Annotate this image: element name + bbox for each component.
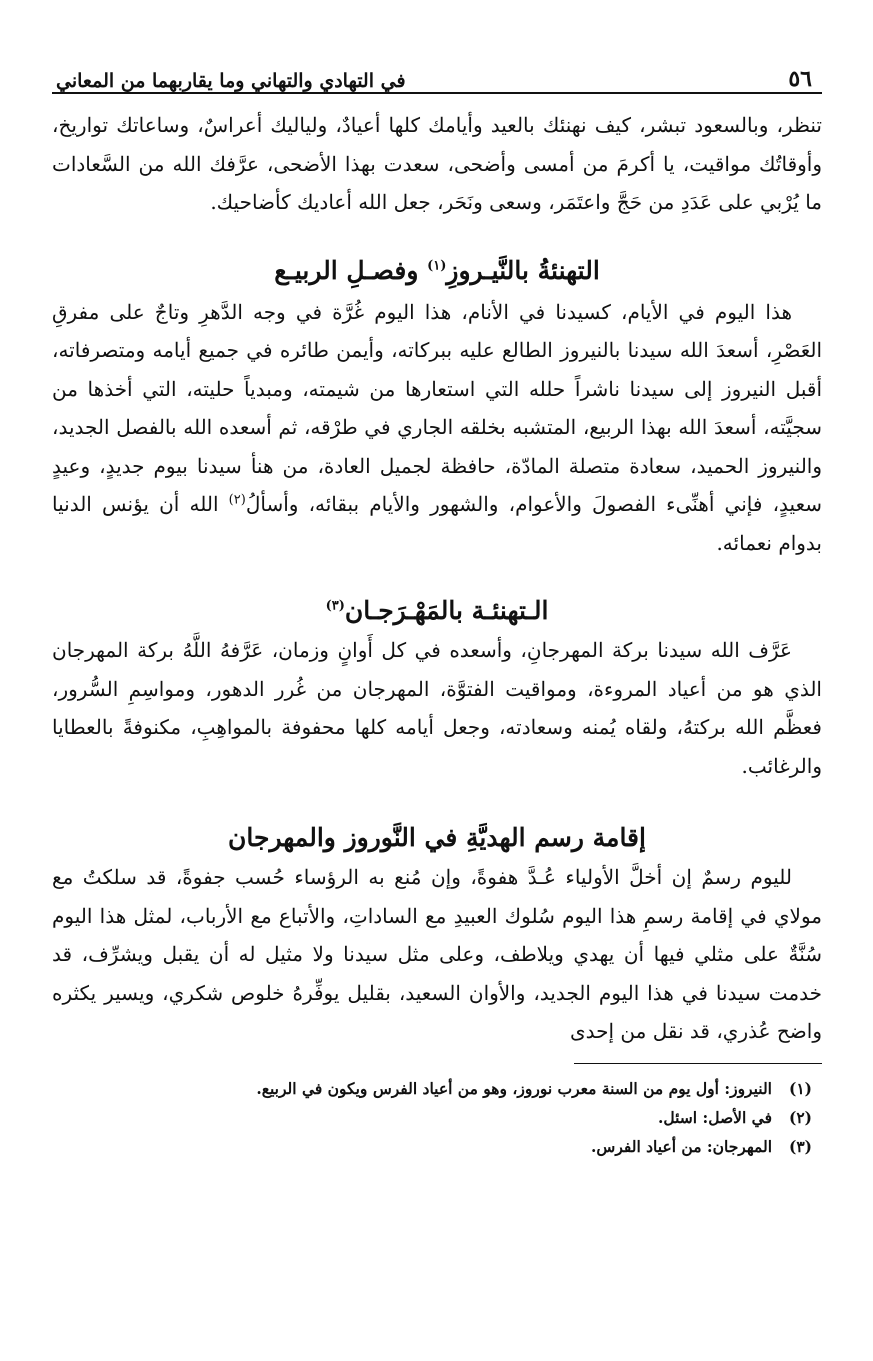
footnote-item — [52, 1132, 812, 1161]
footnote-rule — [574, 1063, 822, 1064]
footnote-item — [52, 1103, 812, 1132]
section-paragraph-nowruz — [52, 293, 822, 563]
footnote-text: المهرجان: من أعياد الفرس. — [591, 1136, 772, 1156]
footnote-separator — [52, 1063, 822, 1064]
section-heading-mihrajan — [52, 596, 822, 625]
paragraph-text: عَرَّف الله سيدنا بركة المهرجانِ، وأسعده في كل أَوانٍ وزمان، عَرَّفهُ اللَّهُ بركة المهرجان الذي هو من أعياد المروءة، ومواقيت الفتوَّة، المهرجان من غُرر الدهور، ومواسِمِ السُّرور، فعظَّم الله بركتهُ، ولقاه يُمنه وسعادته، وجعل أيامه كلها محفوفة بالمواهِبِ، مكنوفةً بالعطايا والرغائب. — [52, 638, 822, 778]
footnote-marker: (١) — [427, 258, 447, 274]
running-head — [52, 58, 822, 94]
intro-paragraph: تنظر، وبالسعود تبشر، كيف نهنئك بالعيد وأيامك كلها أعيادٌ، ولياليك أعراسٌ، وساعاتك تواريخ، وأوقاتُك مواقيت، يا أكرمَ من أمسى وأضحى، سعدت بهذا الأضحى، عرَّفك الله من السَّعادات ما يُرْبي على عَدَدِ من حَجَّ واعتَمَر، وسعى ونَحَر، جعل الله أعاديك كأضاحيك. — [52, 113, 822, 214]
footnote-number: (٢) — [788, 1107, 812, 1127]
heading-text: الـتهنئـة بالمَهْـرَجـان — [344, 596, 549, 625]
running-head-title: في التهادي والتهاني وما يقاربهما من المعاني — [56, 70, 406, 92]
footnote-marker: (٣) — [325, 598, 345, 614]
footnote-item — [52, 1074, 812, 1103]
footnote-text: النيروز: أول يوم من السنة معرب نوروز، وهو من أعياد الفرس ويكون في الربيع. — [256, 1078, 772, 1098]
section-paragraph-mihrajan — [52, 631, 822, 785]
section-heading-gift — [52, 823, 822, 852]
footnote-number: (٣) — [788, 1136, 812, 1156]
paragraph-text: هذا اليوم في الأيام، كسيدنا في الأنام، هذا اليوم غُرَّة في وجه الدَّهرِ وتاجٌ على مفرقِ العَصْرِ، أسعدَ الله سيدنا بالنيروز الطالع عليه ببركاته، وأيمن طائره في جميع أيامه ومتصرفاته، أقبل النيروز إلى سيدنا ناشراً حلله التي استعارها من شيمته، ومبدياً حليته، التي أخذها من سجيَّته، أسعدَ الله بهذا الربيع، المتشبه بخلقه الجاري في طرْقه، ثم أسعده الله بالفصل الجديد، والنيروز الحميد، سعادة متصلة المادّة، حافظة لجميل العادة، من هنأ سيدنا بيوم جديدٍ، وعيدٍ سعيدٍ، فإني أهنِّىء الفصولَ والأعوام، والشهور والأيام ببقائه، وأسألُ — [52, 299, 823, 516]
paragraph-text: لليوم رسمٌ إن أخلَّ الأولياء عُـدَّ هفوةً، وإن مُنع به الرؤساء حُسب جفوةً، قد سلكتُ مع مولاي في إقامة رسمِ هذا اليوم سُلوك العبيدِ مع الساداتِ، والأتباع مع الأرباب، لمثل هذا اليوم سُنَّةٌ على مثلي فيها أن يهدي ويلاطف، وعلى مثل سيدنا ولا مثيل له أن يقبل ويشرِّف، قد خدمت سيدنا في هذا اليوم الجديد، والأوان السعيد، بقليل يوفِّرهُ خلوص شكري، ويسير يكثره واضح عُذري، قد نقل من إحدى — [52, 865, 822, 1043]
book-page — [52, 58, 822, 1161]
paragraph-text-continued: الله أن يؤنس الدنيا بدوام نعمائه. — [52, 492, 822, 555]
page-number: ٥٦ — [788, 66, 812, 92]
footnote-number: (١) — [788, 1078, 812, 1098]
section-heading-nowruz — [52, 256, 822, 285]
footnote-marker: (٢) — [228, 492, 246, 508]
footnote-text: في الأصل: اسئل. — [658, 1107, 772, 1127]
section-paragraph-gift — [52, 858, 822, 1051]
footnotes — [52, 1074, 822, 1161]
heading-text: إقامة رسم الهديَّةِ في النَّوروز والمهرجان — [228, 823, 646, 852]
heading-text-continued: وفصـلِ الربيـع — [274, 255, 428, 285]
heading-text: التهنئةُ بالنَّيـروزِ — [446, 255, 600, 285]
